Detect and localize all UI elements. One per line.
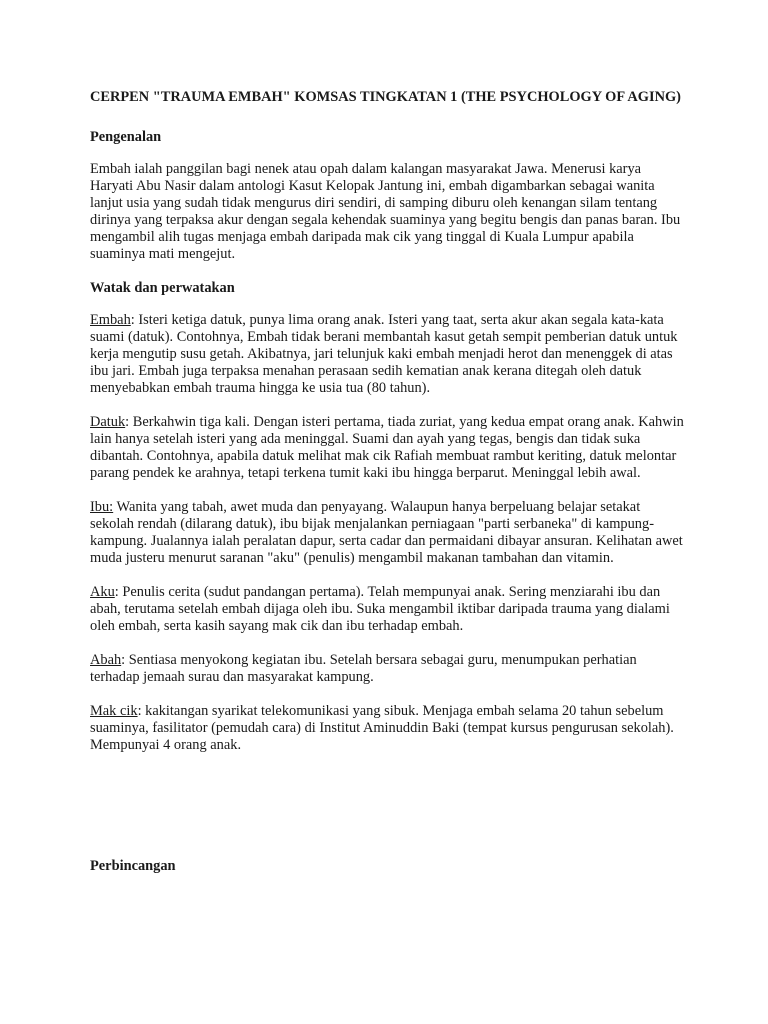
character-desc-mak-cik: : kakitangan syarikat telekomunikasi yang sibuk. Menjaga embah selama 20 tahun sebelum suaminya, fasilitator (pemudah cara) di Institut Aminuddin Baki (tempat kursus pengurusan sekolah). Mempunyai 4 orang anak.: [90, 703, 674, 753]
document-body: [90, 89, 684, 875]
document-title: CERPEN "TRAUMA EMBAH" KOMSAS TINGKATAN 1 (THE PSYCHOLOGY OF AGING): [90, 89, 681, 105]
heading-watak: Watak dan perwatakan: [90, 280, 235, 296]
character-label-mak-cik: Mak cik: [90, 703, 138, 719]
character-label-embah: Embah: [90, 312, 131, 328]
character-desc-embah: : Isteri ketiga datuk, punya lima orang anak. Isteri yang taat, serta akur akan segala kata-kata suami (datuk). Contohnya, Embah tidak berani membantah kasut getah sempit pemberian datuk untuk kerja mengutip susu getah. Akibatnya, jari telunjuk kaki embah menjadi herot dan menenggek di atas ibu jari. Embah juga terpaksa menahan perasaan sedih kematian anak kerana ditegah oleh datuk menyebabkan embah trauma hingga ke usia tua (80 tahun).: [90, 312, 678, 396]
character-label-datuk: Datuk: [90, 414, 126, 430]
intro-paragraph: Embah ialah panggilan bagi nenek atau opah dalam kalangan masyarakat Jawa. Menerusi karya Haryati Abu Nasir dalam antologi Kasut Kelopak Jantung ini, embah digambarkan sebagai wanita lanjut usia yang sudah tidak mengurus diri sendiri, di samping diburu oleh kenangan silam tentang dirinya yang terpaksa akur dengan segala kehendak suaminya yang begitu bengis dan panas baran. Ibu mengambil alih tugas menjaga embah daripada mak cik yang tinggal di Kuala Lumpur apabila suaminya mati mengejut.: [90, 161, 681, 262]
character-aku: [90, 584, 684, 635]
character-embah: [90, 312, 684, 397]
character-desc-datuk: : Berkahwin tiga kali. Dengan isteri pertama, tiada zuriat, yang kedua empat orang anak. Kahwin lain hanya setelah isteri yang ada meninggal. Suami dan ayah yang tegas, bengis dan tidak suka dibantah. Contohnya, apabila datuk melihat mak cik Rafiah membuat rambut keriting, datuk melontar parang pendek ke arahnya, tetapi terkena tumit kaki ibu hingga berparut. Meninggal lebih awal.: [90, 414, 684, 481]
character-label-abah: Abah: [90, 652, 122, 668]
heading-pengenalan: Pengenalan: [90, 129, 162, 145]
character-desc-ibu: Wanita yang tabah, awet muda dan penyayang. Walaupun hanya berpeluang belajar setakat sekolah rendah (dilarang datuk), ibu bijak menjalankan perniagaan "parti serbaneka" di kampung-kampung. Jualannya ialah peralatan dapur, serta cadar dan permaidani dibayar ansuran. Kelihatan awet muda justeru menurut saranan "aku" (penulis) mengambil makanan tambahan dan vitamin.: [90, 499, 683, 566]
character-label-aku: Aku: [90, 584, 115, 600]
character-datuk: [90, 414, 684, 482]
character-desc-abah: : Sentiasa menyokong kegiatan ibu. Setelah bersara sebagai guru, menumpukan perhatian terhadap jemaah surau dan masyarakat kampung.: [90, 652, 637, 685]
character-mak-cik: [90, 703, 684, 754]
character-abah: [90, 652, 684, 686]
character-desc-aku: : Penulis cerita (sudut pandangan pertama). Telah mempunyai anak. Sering menziarahi ibu dan abah, terutama setelah embah dijaga oleh ibu. Suka mengambil iktibar daripada trauma yang dialami oleh embah, serta kasih sayang mak cik dan ibu terhadap embah.: [90, 584, 670, 634]
character-label-ibu: Ibu:: [90, 499, 114, 515]
heading-perbincangan: Perbincangan: [90, 858, 176, 874]
character-ibu: [90, 499, 684, 567]
